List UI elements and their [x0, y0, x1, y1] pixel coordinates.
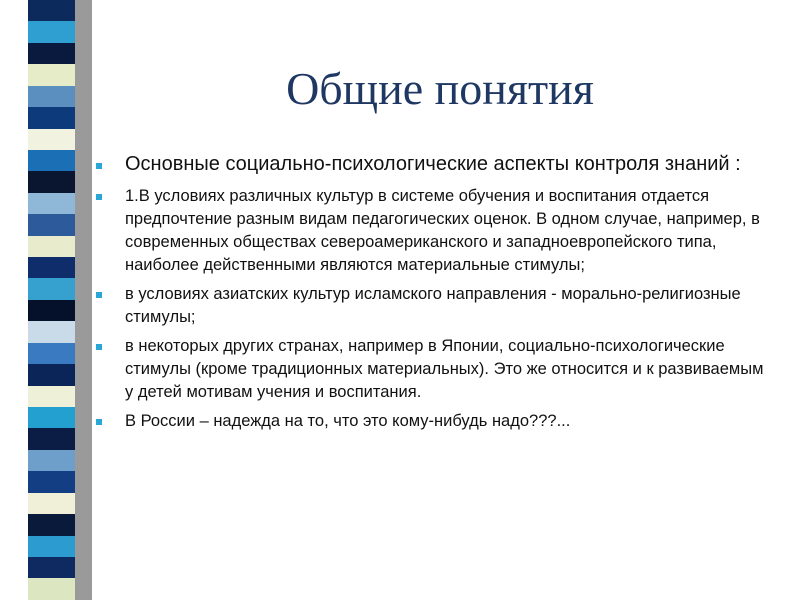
stripe-band	[28, 407, 75, 428]
stripe-band	[28, 471, 75, 492]
bullet-square-icon	[96, 163, 102, 169]
bullet-item	[96, 335, 776, 404]
bullet-item	[96, 185, 776, 277]
stripe-band	[28, 300, 75, 321]
bullet-text: 1.В условиях различных культур в системе обучения и воспитания отдается предпочтение разным видам педагогических оценок. В одном случае, например, в современных обществах североамериканского и западноевропейского типа, наиболее действенными являются материальные стимулы;	[125, 187, 760, 274]
stripe-band	[28, 214, 75, 235]
bullet-square-icon	[96, 194, 102, 200]
stripe-band	[28, 364, 75, 385]
stripe-band	[28, 536, 75, 557]
slide-title: Общие понятия	[286, 63, 594, 114]
stripe-band	[28, 150, 75, 171]
stripe-band	[28, 0, 75, 21]
stripe-band	[28, 171, 75, 192]
stripe-band	[28, 278, 75, 299]
bullet-item	[96, 150, 776, 178]
bullet-item	[96, 283, 776, 329]
bullet-list	[96, 150, 776, 439]
stripe-band	[28, 428, 75, 449]
stripe-band	[28, 236, 75, 257]
bullet-text: В России – надежда на то, что это кому-нибудь надо???...	[125, 412, 571, 430]
stripe-band	[28, 64, 75, 85]
bullet-square-icon	[96, 292, 102, 298]
bullet-text: Основные социально-психологические аспекты контроля знаний :	[125, 153, 741, 175]
stripe-band	[28, 257, 75, 278]
decorative-stripes	[28, 0, 75, 600]
bullet-text: в условиях азиатских культур исламского направления - морально-религиозные стимулы;	[125, 285, 741, 326]
bullet-square-icon	[96, 419, 102, 425]
stripe-band	[28, 193, 75, 214]
bullet-text: в некоторых других странах, например в Японии, социально-психологические стимулы (кроме традиционных материальных). Это же относится и к развиваемым у детей мотивам учения и воспитания.	[125, 337, 764, 401]
stripe-band	[28, 321, 75, 342]
decorative-gray-bar	[75, 0, 92, 600]
stripe-band	[28, 514, 75, 535]
stripe-band	[28, 493, 75, 514]
stripe-band	[28, 129, 75, 150]
stripe-band	[28, 86, 75, 107]
stripe-band	[28, 21, 75, 42]
stripe-band	[28, 557, 75, 578]
stripe-band	[28, 107, 75, 128]
stripe-band	[28, 386, 75, 407]
stripe-band	[28, 578, 75, 599]
bullet-square-icon	[96, 344, 102, 350]
stripe-band	[28, 450, 75, 471]
stripe-band	[28, 343, 75, 364]
bullet-item	[96, 410, 776, 433]
stripe-band	[28, 43, 75, 64]
